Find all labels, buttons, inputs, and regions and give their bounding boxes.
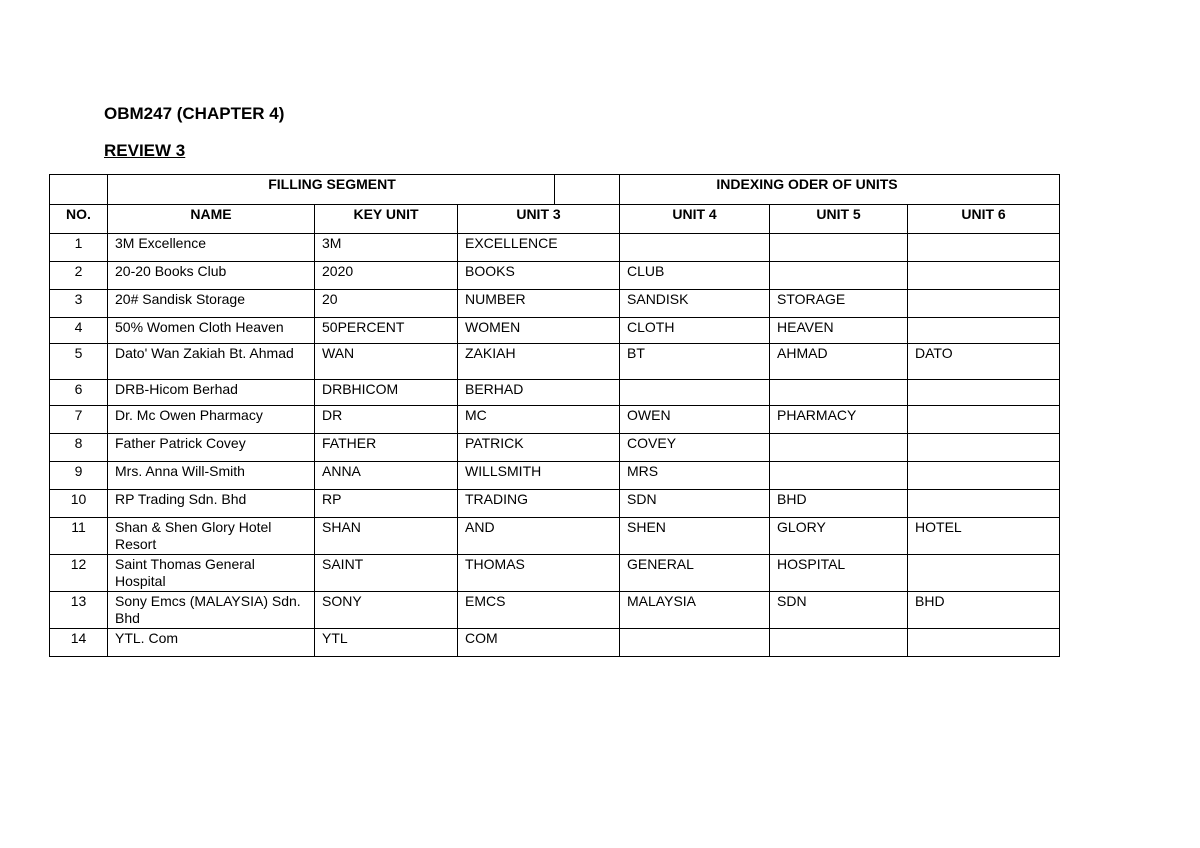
table-row (50, 434, 1060, 462)
table-row (50, 629, 1060, 657)
cell-name: 50% Women Cloth Heaven (108, 318, 315, 344)
cell-unit-4: OWEN (620, 406, 770, 434)
cell-name: Dato' Wan Zakiah Bt. Ahmad (108, 344, 315, 380)
table-row (50, 462, 1060, 490)
cell-key-unit: 20 (315, 290, 458, 318)
cell-name: RP Trading Sdn. Bhd (108, 490, 315, 518)
cell-unit-6 (908, 490, 1060, 518)
cell-key-unit: FATHER (315, 434, 458, 462)
cell-key-unit: DR (315, 406, 458, 434)
table-row (50, 344, 1060, 380)
column-header-row (50, 205, 1060, 234)
cell-unit-5 (770, 434, 908, 462)
cell-unit-6 (908, 406, 1060, 434)
cell-unit-3: WOMEN (458, 318, 620, 344)
cell-unit-5: HOSPITAL (770, 555, 908, 592)
cell-unit-5: SDN (770, 592, 908, 629)
cell-no: 9 (50, 462, 108, 490)
cell-key-unit: ANNA (315, 462, 458, 490)
cell-name: YTL. Com (108, 629, 315, 657)
cell-unit-3: WILLSMITH (458, 462, 620, 490)
cell-key-unit: SONY (315, 592, 458, 629)
group-header-blank (50, 175, 108, 205)
cell-no: 8 (50, 434, 108, 462)
cell-unit-4: CLOTH (620, 318, 770, 344)
cell-unit-3: THOMAS (458, 555, 620, 592)
cell-unit-5: BHD (770, 490, 908, 518)
cell-unit-3: ZAKIAH (458, 344, 620, 380)
col-header-unit-6: UNIT 6 (908, 205, 1060, 234)
cell-unit-4: CLUB (620, 262, 770, 290)
table-row (50, 262, 1060, 290)
cell-unit-6 (908, 555, 1060, 592)
cell-name: Saint Thomas General Hospital (108, 555, 315, 592)
group-header-row (50, 175, 1060, 205)
col-header-unit-3: UNIT 3 (458, 205, 620, 234)
cell-no: 2 (50, 262, 108, 290)
cell-no: 12 (50, 555, 108, 592)
cell-unit-6 (908, 629, 1060, 657)
cell-key-unit: WAN (315, 344, 458, 380)
cell-unit-6: DATO (908, 344, 1060, 380)
cell-no: 14 (50, 629, 108, 657)
cell-unit-3: EXCELLENCE (458, 234, 620, 262)
cell-unit-4: MALAYSIA (620, 592, 770, 629)
cell-unit-5: STORAGE (770, 290, 908, 318)
cell-key-unit: 50PERCENT (315, 318, 458, 344)
document-subtitle: REVIEW 3 (104, 141, 186, 160)
cell-unit-6 (908, 380, 1060, 406)
cell-unit-3: EMCS (458, 592, 620, 629)
cell-unit-3: NUMBER (458, 290, 620, 318)
cell-unit-6 (908, 434, 1060, 462)
cell-key-unit: DRBHICOM (315, 380, 458, 406)
cell-unit-3: COM (458, 629, 620, 657)
cell-unit-5 (770, 234, 908, 262)
cell-unit-4: MRS (620, 462, 770, 490)
cell-name: 20-20 Books Club (108, 262, 315, 290)
table-row (50, 555, 1060, 592)
indexing-order-header (620, 175, 1060, 205)
cell-unit-6 (908, 234, 1060, 262)
filling-segment-label: FILLING SEGMENT (268, 176, 396, 192)
segment-divider (554, 175, 555, 204)
cell-unit-3: MC (458, 406, 620, 434)
cell-name: Father Patrick Covey (108, 434, 315, 462)
table-row (50, 592, 1060, 629)
cell-name: DRB-Hicom Berhad (108, 380, 315, 406)
cell-unit-3: TRADING (458, 490, 620, 518)
table-row (50, 318, 1060, 344)
cell-unit-5 (770, 380, 908, 406)
col-header-unit-4: UNIT 4 (620, 205, 770, 234)
cell-no: 1 (50, 234, 108, 262)
table-row (50, 490, 1060, 518)
cell-name: Sony Emcs (MALAYSIA) Sdn. Bhd (108, 592, 315, 629)
cell-unit-6: BHD (908, 592, 1060, 629)
col-header-no: NO. (50, 205, 108, 234)
cell-unit-6 (908, 462, 1060, 490)
table-body (50, 234, 1060, 657)
cell-unit-4: SDN (620, 490, 770, 518)
cell-unit-5 (770, 629, 908, 657)
cell-unit-3: BOOKS (458, 262, 620, 290)
cell-unit-4: SANDISK (620, 290, 770, 318)
cell-unit-4 (620, 234, 770, 262)
cell-unit-3: BERHAD (458, 380, 620, 406)
cell-key-unit: RP (315, 490, 458, 518)
cell-unit-5 (770, 462, 908, 490)
cell-unit-5: HEAVEN (770, 318, 908, 344)
cell-unit-6 (908, 318, 1060, 344)
cell-unit-5: AHMAD (770, 344, 908, 380)
col-header-key-unit: KEY UNIT (315, 205, 458, 234)
cell-key-unit: SHAN (315, 518, 458, 555)
cell-no: 11 (50, 518, 108, 555)
cell-no: 10 (50, 490, 108, 518)
cell-unit-4 (620, 380, 770, 406)
cell-no: 13 (50, 592, 108, 629)
cell-unit-6 (908, 262, 1060, 290)
cell-unit-6 (908, 290, 1060, 318)
indexing-order-label: INDEXING ODER OF UNITS (716, 176, 898, 192)
document-title: OBM247 (CHAPTER 4) (104, 104, 285, 123)
cell-name: 20# Sandisk Storage (108, 290, 315, 318)
cell-name: Shan & Shen Glory Hotel Resort (108, 518, 315, 555)
cell-unit-3: PATRICK (458, 434, 620, 462)
cell-key-unit: 2020 (315, 262, 458, 290)
cell-unit-4: GENERAL (620, 555, 770, 592)
table-row (50, 518, 1060, 555)
cell-unit-4 (620, 629, 770, 657)
cell-no: 3 (50, 290, 108, 318)
col-header-unit-5: UNIT 5 (770, 205, 908, 234)
table-row (50, 406, 1060, 434)
table-row (50, 290, 1060, 318)
cell-name: 3M Excellence (108, 234, 315, 262)
cell-name: Dr. Mc Owen Pharmacy (108, 406, 315, 434)
cell-no: 5 (50, 344, 108, 380)
cell-unit-5: PHARMACY (770, 406, 908, 434)
cell-name: Mrs. Anna Will-Smith (108, 462, 315, 490)
table-row (50, 234, 1060, 262)
cell-no: 4 (50, 318, 108, 344)
cell-no: 7 (50, 406, 108, 434)
cell-unit-4: SHEN (620, 518, 770, 555)
cell-key-unit: 3M (315, 234, 458, 262)
cell-unit-4: COVEY (620, 434, 770, 462)
filling-segment-header (108, 175, 620, 205)
cell-no: 6 (50, 380, 108, 406)
cell-key-unit: YTL (315, 629, 458, 657)
cell-unit-6: HOTEL (908, 518, 1060, 555)
review-table (49, 174, 1060, 657)
cell-unit-3: AND (458, 518, 620, 555)
cell-key-unit: SAINT (315, 555, 458, 592)
cell-unit-5 (770, 262, 908, 290)
col-header-name: NAME (108, 205, 315, 234)
table-row (50, 380, 1060, 406)
cell-unit-4: BT (620, 344, 770, 380)
cell-unit-5: GLORY (770, 518, 908, 555)
